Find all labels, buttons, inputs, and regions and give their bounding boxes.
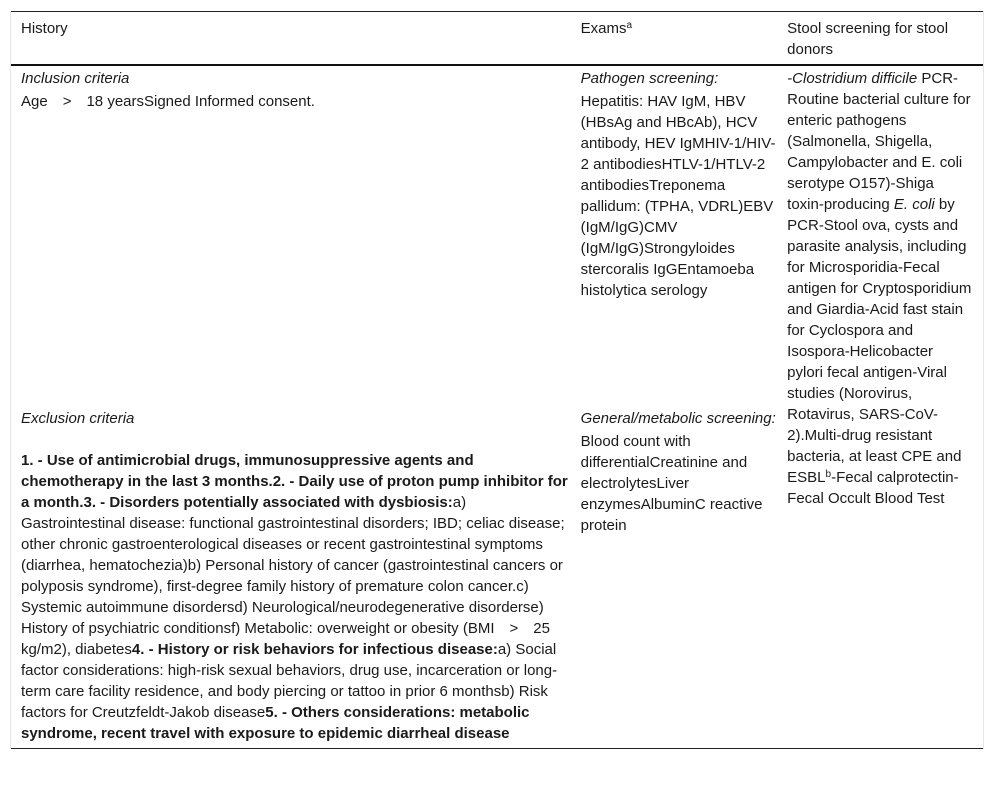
- stool-screening-cell: [787, 65, 983, 749]
- bmi-unit-text: kg/m2), diabetes: [21, 641, 132, 658]
- pathogen-screening-cell: [581, 65, 787, 408]
- header-exams-label: Exams: [580, 20, 627, 37]
- inclusion-criteria-cell: [11, 65, 581, 408]
- exclusion-dysbiosis-details: a) Gastrointestinal disease: functional gastrointestinal disorders; IBD; celiac disease; other chronic gastroenterological diseases or recent gastrointestinal symptoms (diarrhea, hematochezia)b) Personal history of cancer (gastrointestinal cancers or polyposis syndrome), first-degree family history of premature colon cancer.c) Systemic autoimmune disordersd) Neurological/neurodegenerative disorderse) History of psychiatric conditionsf) Metabolic: overweight or obesity (BMI: [21, 494, 565, 637]
- header-stool-label: Stool screening for stool donors: [787, 20, 949, 58]
- header-exams: [581, 12, 787, 66]
- metabolic-screening-cell: [581, 408, 787, 749]
- pathogen-screening-text: Hepatitis: HAV IgM, HBV (HBsAg and HBcAb), HCV antibody, HEV IgMHIV-1/HIV-2 antibodiesHTLV-1/HTLV-2 antibodiesTreponema pallidum: (TPHA, VDRL)EBV (IgM/IgG)CMV (IgM/IgG)Strongyloides stercoralis IgGEntamoeba histolytica serology: [580, 93, 776, 299]
- donor-screening-table: [11, 11, 983, 749]
- metabolic-screening-text: Blood count with differentialCreatinine and electrolytesLiver enzymesAlbuminC reactive protein: [580, 433, 763, 534]
- metabolic-screening-label: General/metabolic screening:: [580, 410, 776, 427]
- bmi-value: 25: [533, 620, 550, 637]
- exclusion-criteria-cell: [11, 408, 581, 749]
- exclusion-item-1-3-bold: 1. - Use of antimicrobial drugs, immunosuppressive agents and chemotherapy in the last 3 months.2. - Daily use of proton pump inhibitor for a month.3. - Disorders potentially associated with dysbiosis:: [21, 452, 568, 511]
- inclusion-criteria-text: [21, 91, 571, 112]
- greater-than-sign: >: [62, 93, 72, 110]
- stool-text-part2: by PCR-Stool ova, cysts and parasite analysis, including for Microsporidia-Fecal antigen for Cryptosporidium and Giardia-Acid fast stain for Cyclospora and Isospora-Helicobacter pylori fecal antigen-Viral studies (Norovirus, Rotavirus, SARS-CoV-2).Multi-drug resistant bacteria, at least CPE and ESBL: [787, 196, 972, 486]
- stool-text-part1: PCR-Routine bacterial culture for enteric pathogens (Salmonella, Shigella, Campylobacter and E. coli serotype O157)-Shiga toxin-producing: [787, 70, 971, 213]
- footnote-marker-b: b: [825, 469, 832, 480]
- exclusion-criteria-text: [21, 450, 571, 748]
- table-row-inclusion: [11, 65, 983, 408]
- greater-than-sign: >: [509, 620, 519, 637]
- inclusion-criteria-label: Inclusion criteria: [21, 70, 130, 87]
- age-label: Age: [21, 93, 48, 110]
- donor-screening-table-container: [10, 11, 984, 749]
- ecoli-italic: E. coli: [893, 196, 935, 213]
- stool-text-part3: -Fecal calprotectin-Fecal Occult Blood Test: [787, 469, 959, 507]
- exclusion-infectious-details: a) Social factor considerations: high-risk sexual behaviors, drug use, incarceration or long-term care facility residence, and body piercing or tattoo in prior 6 monthsb) Risk factors for Creutzfeldt-Jakob disease: [21, 641, 558, 721]
- header-history-label: History: [21, 20, 68, 37]
- header-history: [11, 12, 581, 66]
- table-header-row: [11, 12, 983, 66]
- stool-screening-text: [787, 68, 973, 513]
- exclusion-item-5-bold: 5. - Others considerations: metabolic syndrome, recent travel with exposure to epidemic diarrheal disease: [21, 704, 530, 742]
- header-stool-screening: [787, 12, 983, 66]
- clostridium-italic: -Clostridium difficile: [787, 70, 918, 87]
- exclusion-item-4-bold: 4. - History or risk behaviors for infectious disease:: [131, 641, 498, 658]
- inclusion-criteria-rest: 18 yearsSigned Informed consent.: [86, 93, 315, 110]
- pathogen-screening-label: Pathogen screening:: [580, 70, 719, 87]
- exclusion-criteria-label: Exclusion criteria: [21, 410, 135, 427]
- footnote-marker-a: a: [626, 20, 633, 31]
